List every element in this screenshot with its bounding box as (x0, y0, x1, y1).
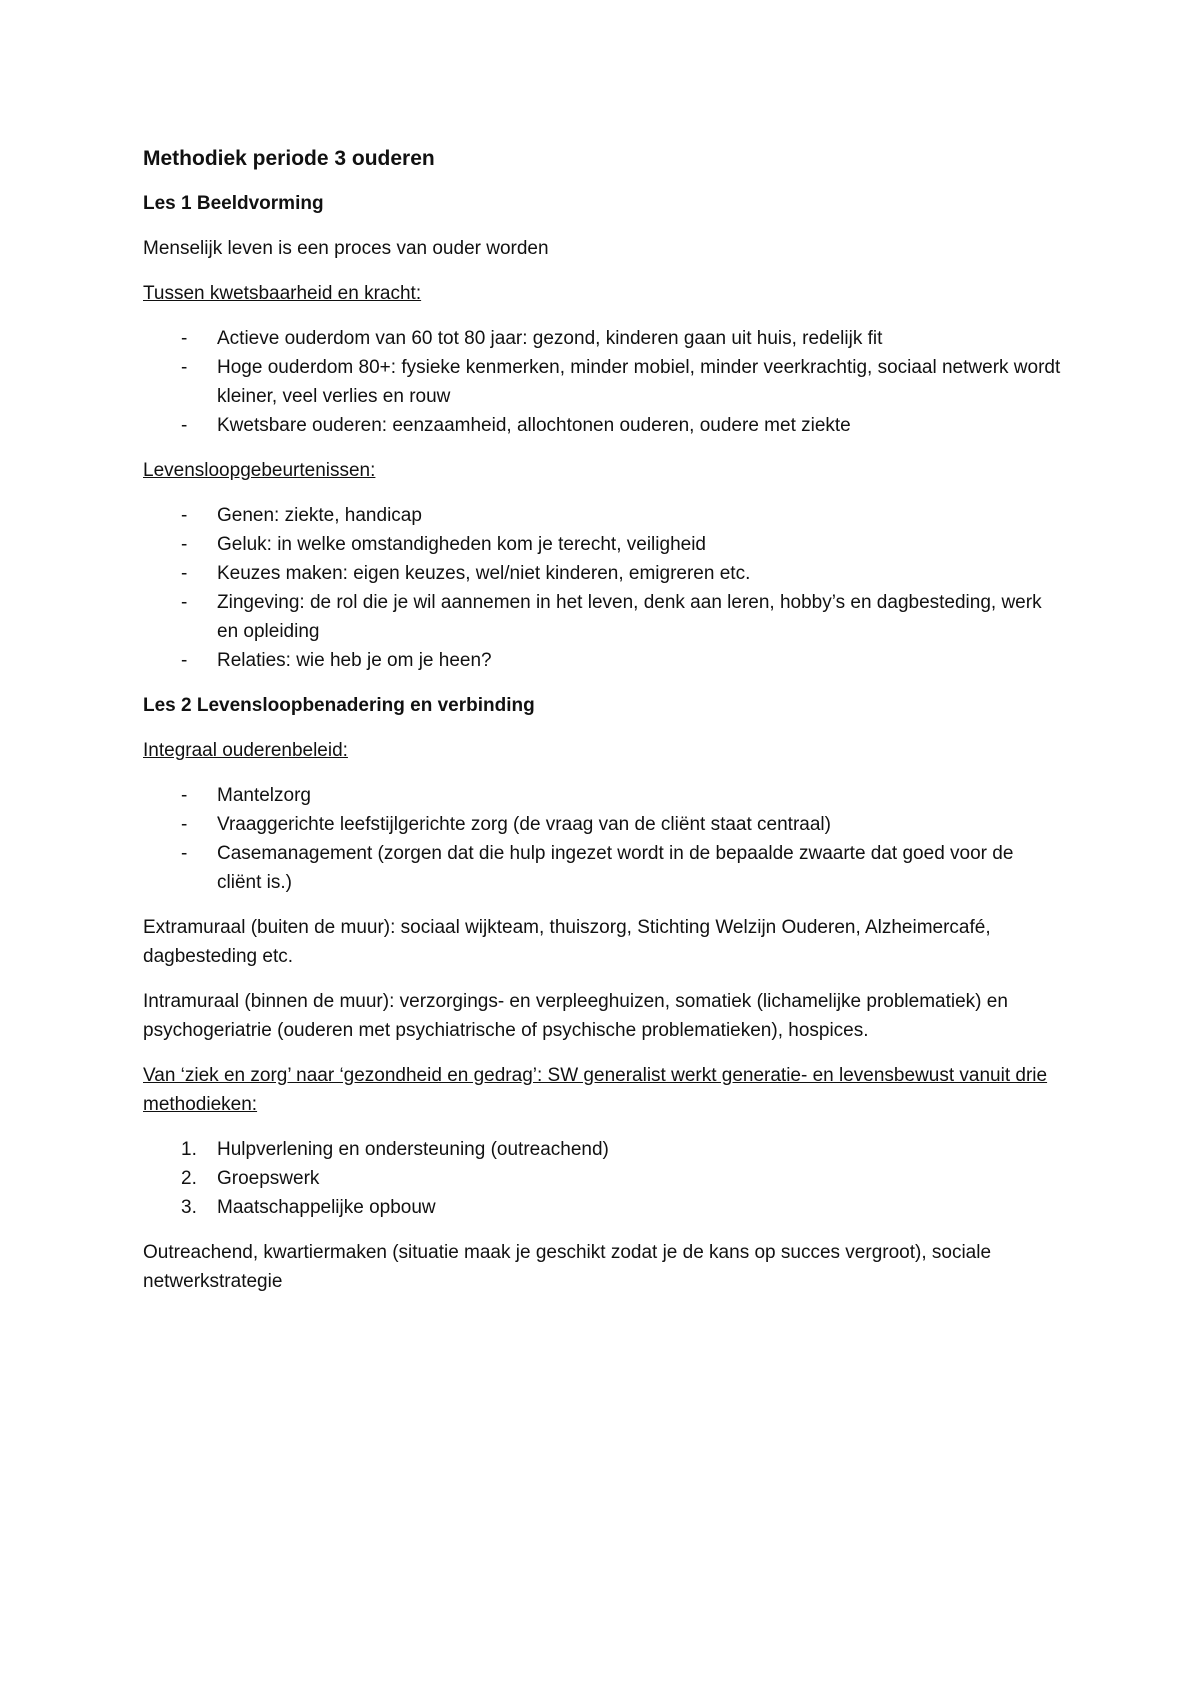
list-text: Hulpverlening en ondersteuning (outreachend) (217, 1139, 609, 1160)
list-text: Maatschappelijke opbouw (217, 1197, 436, 1218)
list-item: - Casemanagement (zorgen dat die hulp ingezet wordt in de bepaalde zwaarte dat goed voor de cliënt is.) (143, 839, 1063, 897)
list-item: - Actieve ouderdom van 60 tot 80 jaar: gezond, kinderen gaan uit huis, redelijk fit (143, 324, 1063, 353)
list-item: - Zingeving: de rol die je wil aannemen in het leven, denk aan leren, hobby’s en dagbesteding, werk en opleiding (143, 588, 1063, 646)
list-number: 3. (181, 1197, 197, 1218)
list-item (143, 1193, 1063, 1222)
van-ziek-heading: Van ‘ziek en zorg’ naar ‘gezondheid en gedrag’: SW generalist werkt generatie- en levensbewust vanuit drie methodieken: (143, 1065, 1048, 1115)
list-number: 2. (181, 1168, 197, 1189)
list-item: - Keuzes maken: eigen keuzes, wel/niet kinderen, emigreren etc. (143, 559, 1063, 588)
les2-heading: Les 2 Levensloopbenadering en verbinding (143, 695, 535, 716)
document-title: Methodiek periode 3 ouderen (143, 147, 435, 170)
list-item (143, 1135, 1063, 1164)
list-item (143, 1164, 1063, 1193)
list-item: - Mantelzorg (143, 781, 1063, 810)
intramuraal-paragraph: Intramuraal (binnen de muur): verzorgings- en verpleeghuizen, somatiek (lichamelijke problematiek) en psychogeriatrie (ouderen met psychiatrische of psychische problematieken), hospices. (143, 991, 1008, 1041)
levensloop-heading: Levensloopgebeurtenissen: (143, 460, 376, 481)
integraal-list (143, 781, 1063, 897)
levensloop-list (143, 501, 1063, 675)
intro-paragraph: Menselijk leven is een proces van ouder worden (143, 238, 549, 259)
list-item: - Relaties: wie heb je om je heen? (143, 646, 1063, 675)
list-number: 1. (181, 1139, 197, 1160)
list-text: Groepswerk (217, 1168, 320, 1189)
list-item: - Hoge ouderdom 80+: fysieke kenmerken, minder mobiel, minder veerkrachtig, sociaal netwerk wordt kleiner, veel verlies en rouw (143, 353, 1063, 411)
list-item: - Geluk: in welke omstandigheden kom je terecht, veiligheid (143, 530, 1063, 559)
list-item: - Kwetsbare ouderen: eenzaamheid, allochtonen ouderen, oudere met ziekte (143, 411, 1063, 440)
outreachend-paragraph: Outreachend, kwartiermaken (situatie maak je geschikt zodat je de kans op succes vergroot), sociale netwerkstrategie (143, 1242, 992, 1292)
extramuraal-paragraph: Extramuraal (buiten de muur): sociaal wijkteam, thuiszorg, Stichting Welzijn Ouderen, Alzheimercafé, dagbesteding etc. (143, 917, 991, 967)
les1-heading: Les 1 Beeldvorming (143, 193, 324, 214)
kwetsbaarheid-list (143, 324, 1063, 440)
list-item: - Genen: ziekte, handicap (143, 501, 1063, 530)
integraal-heading: Integraal ouderenbeleid: (143, 740, 348, 761)
methodieken-list (143, 1135, 1063, 1222)
document-body (143, 144, 1063, 1312)
list-item: - Vraaggerichte leefstijlgerichte zorg (de vraag van de cliënt staat centraal) (143, 810, 1063, 839)
kwetsbaarheid-heading: Tussen kwetsbaarheid en kracht: (143, 283, 422, 304)
